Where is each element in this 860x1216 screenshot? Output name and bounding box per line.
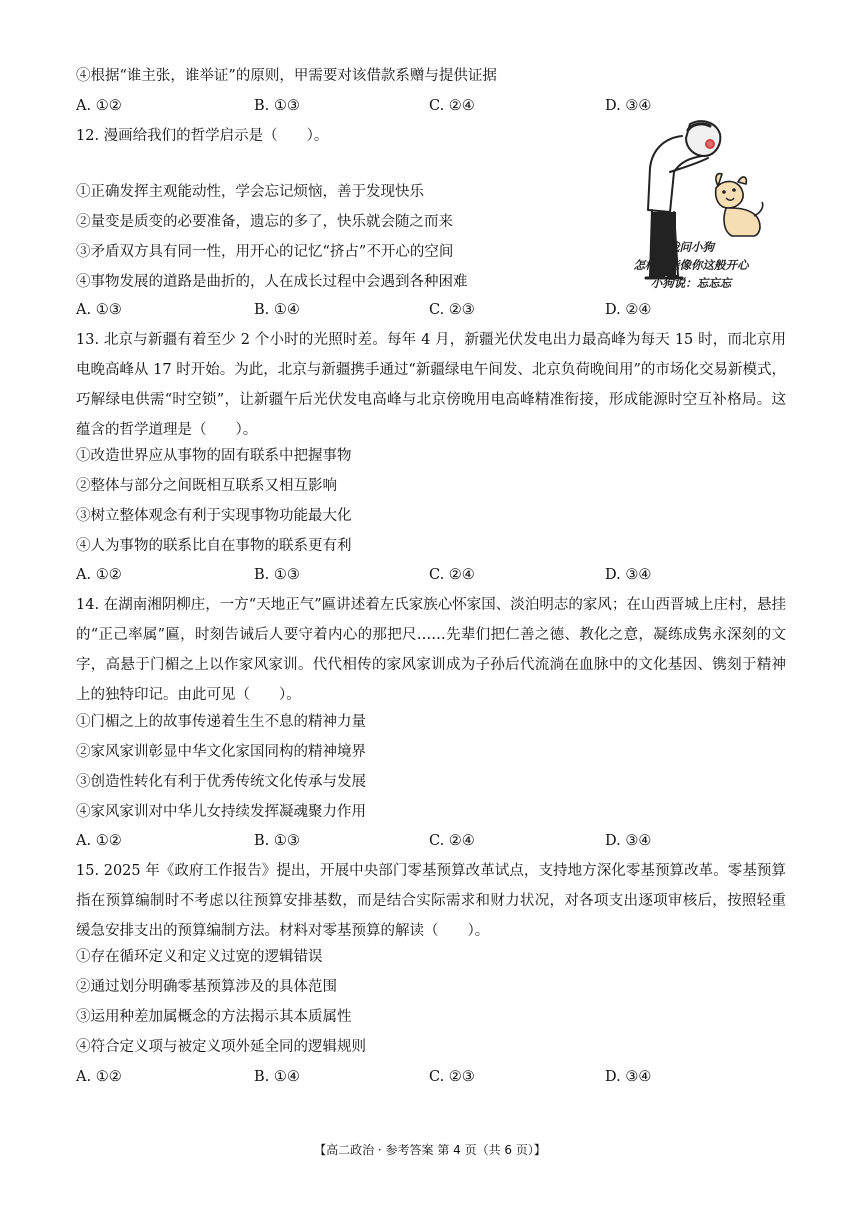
- q12-option-c: C. ②③: [429, 302, 475, 318]
- q11-option-c: C. ②④: [429, 98, 475, 114]
- q12-option-a: A. ①③: [76, 302, 122, 318]
- cartoon-caption-line-1: 我问小狗: [668, 240, 714, 254]
- q13-options: [76, 565, 796, 585]
- q12-item-3: ③矛盾双方具有同一性，用开心的记忆“挤占”不开心的空间: [76, 244, 454, 260]
- q11-item-4: ④根据“谁主张，谁举证”的原则，甲需要对该借款系赠与提供证据: [76, 68, 497, 84]
- q14-item-3: ③创造性转化有利于优秀传统文化传承与发展: [76, 774, 366, 790]
- q12-option-b: B. ①④: [254, 302, 300, 318]
- q15-item-1: ①存在循环定义和定义过宽的逻辑错误: [76, 949, 323, 965]
- q12-option-d: D. ②④: [605, 302, 652, 318]
- q15-stem: 15. 2025 年《政府工作报告》提出，开展中央部门零基预算改革试点，支持地方深化零基预算改革。零基预算指在预算编制时不考虑以往预算安排基数，而是结合实际需求和财力状况，对各项支出逐项审核后，按照轻重缓急安排支出的预算编制方法。材料对零基预算的解读（ ）。: [76, 863, 786, 939]
- cartoon-caption-line-3: 小狗说：忘忘忘: [650, 276, 732, 290]
- q15-option-c: C. ②③: [429, 1069, 475, 1085]
- q12-item-4: ④事物发展的道路是曲折的，人在成长过程中会遇到各种困难: [76, 274, 468, 290]
- cartoon-caption: [618, 238, 764, 292]
- q15-item-4: ④符合定义项与被定义项外延全同的逻辑规则: [76, 1039, 366, 1055]
- q15-option-b: B. ①④: [254, 1069, 300, 1085]
- q13-option-c: C. ②④: [429, 567, 475, 583]
- q11-options: [76, 96, 796, 116]
- q13-item-1: ①改造世界应从事物的固有联系中把握事物: [76, 448, 352, 464]
- q14-options: [76, 831, 796, 851]
- q14-item-1: ①门楣之上的故事传递着生生不息的精神力量: [76, 714, 366, 730]
- q13-item-3: ③树立整体观念有利于实现事物功能最大化: [76, 508, 352, 524]
- q11-option-a: A. ①②: [76, 98, 122, 114]
- q13-stem: 13. 北京与新疆有着至少 2 个小时的光照时差。每年 4 月，新疆光伏发电出力最高峰为每天 15 时，而北京用电晚高峰从 17 时开始。为此，北京与新疆携手通过“新疆绿电午间发、北京负荷晚间用”的市场化交易新模式，巧解绿电供需“时空锁”，让新疆午后光伏发电高峰与北京傍晚用电高峰精准衔接，形成能源时空互补格局。这蕴含的哲学道理是（ ）。: [76, 332, 786, 438]
- q13-option-b: B. ①③: [254, 567, 300, 583]
- cartoon-caption-line-2: 怎样才能像你这般开心: [633, 258, 749, 272]
- q12-stem: 12. 漫画给我们的哲学启示是（ ）。: [76, 128, 329, 144]
- q14-item-2: ②家风家训彰显中华文化家国同构的精神境界: [76, 744, 366, 760]
- q12-options: [76, 300, 796, 320]
- q13-item-2: ②整体与部分之间既相互联系又相互影响: [76, 478, 337, 494]
- q13-option-a: A. ①②: [76, 567, 122, 583]
- q15-option-d: D. ③④: [605, 1069, 652, 1085]
- q11-option-b: B. ①③: [254, 98, 300, 114]
- q12-item-2: ②量变是质变的必要准备，遗忘的多了，快乐就会随之而来: [76, 214, 453, 230]
- q15-item-2: ②通过划分明确零基预算涉及的具体范围: [76, 979, 337, 995]
- q14-stem: 14. 在湖南湘阴柳庄，一方“天地正气”匾讲述着左氏家族心怀家国、淡泊明志的家风；在山西晋城上庄村，悬挂的“正己率属”匾，时刻告诫后人要守着内心的那把尺……先辈们把仁善之德、教化之意，凝练成隽永深刻的文字，高悬于门楣之上以作家风家训。代代相传的家风家训成为子孙后代流淌在血脉中的文化基因、镌刻于精神上的独特印记。由此可见（ ）。: [76, 597, 786, 703]
- q14-item-4: ④家风家训对中华儿女持续发挥凝魂聚力作用: [76, 804, 366, 820]
- q15-option-a: A. ①②: [76, 1069, 122, 1085]
- q11-option-d: D. ③④: [605, 98, 652, 114]
- q15-item-3: ③运用种差加属概念的方法揭示其本质属性: [76, 1009, 352, 1025]
- q13-option-d: D. ③④: [605, 567, 652, 583]
- q12-item-1: ①正确发挥主观能动性，学会忘记烦恼，善于发现快乐: [76, 184, 424, 200]
- q15-options: [76, 1067, 796, 1087]
- q13-item-4: ④人为事物的联系比自在事物的联系更有利: [76, 538, 352, 554]
- q14-option-b: B. ①③: [254, 833, 300, 849]
- q14-option-d: D. ③④: [605, 833, 652, 849]
- q14-option-a: A. ①②: [76, 833, 122, 849]
- q14-option-c: C. ②④: [429, 833, 475, 849]
- page-footer: 【高二政治 · 参考答案 第 4 页（共 6 页）】: [314, 1143, 546, 1157]
